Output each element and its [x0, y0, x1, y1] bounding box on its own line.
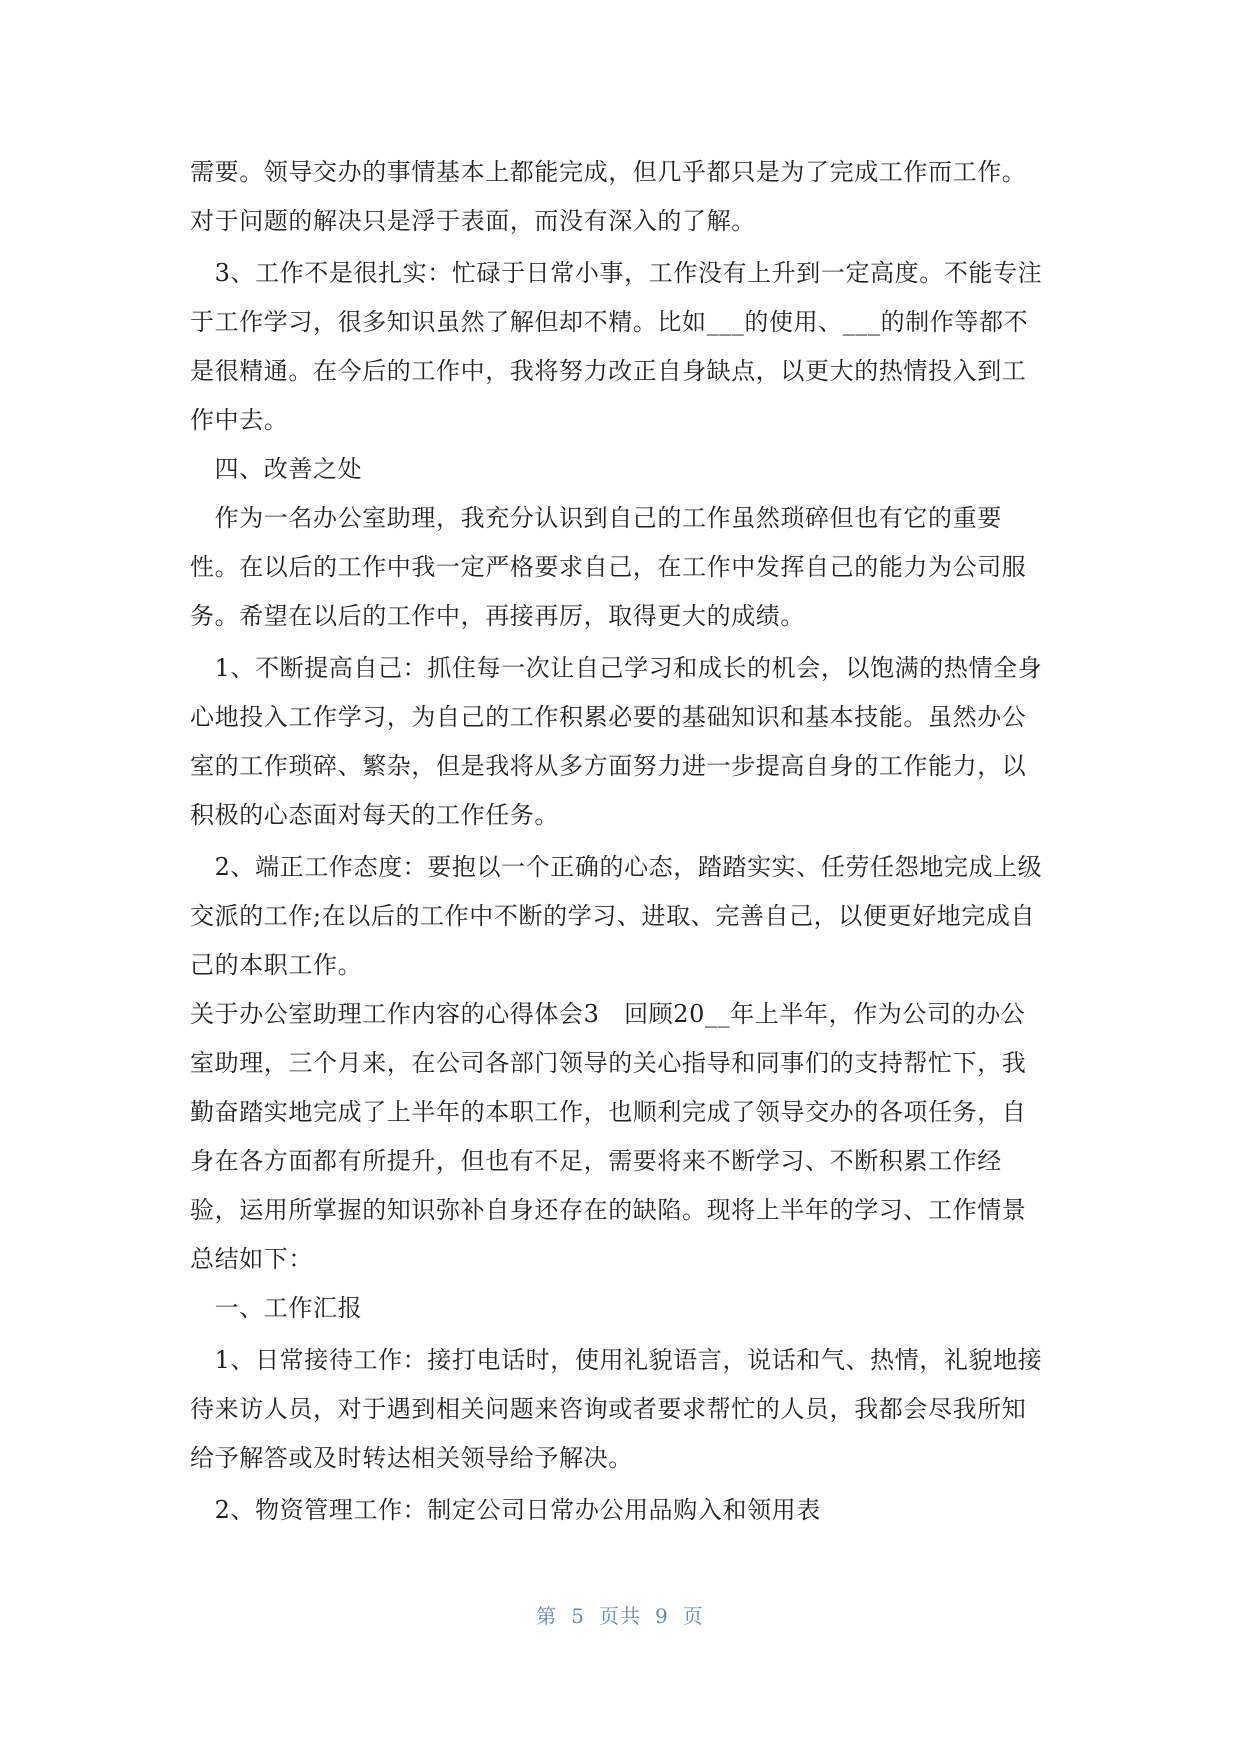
page-number-middle: 页共	[599, 1604, 641, 1628]
text-line: 室助理，三个月来，在公司各部门领导的关心指导和同事们的支持帮忙下，我	[190, 1049, 1027, 1077]
text-line: 关于办公室助理工作内容的心得体会3 回顾20__年上半年，作为公司的办公	[190, 1000, 1026, 1028]
text-line: 验，运用所掌握的知识弥补自身还存在的缺陷。现将上半年的学习、工作情景	[190, 1196, 1027, 1224]
document-body	[190, 148, 1060, 1535]
text-line: 给予解答或及时转达相关领导给予解决。	[190, 1444, 633, 1472]
text-line: 3、工作不是很扎实：忙碌于日常小事，工作没有上升到一定高度。不能专注	[190, 259, 1043, 287]
text-line: 积极的心态面对每天的工作任务。	[190, 801, 559, 829]
text-line: 勤奋踏实地完成了上半年的本职工作，也顺利完成了领导交办的各项任务，自	[190, 1098, 1027, 1126]
text-line: 2、端正工作态度：要抱以一个正确的心态，踏踏实实、任劳任怨地完成上级	[190, 853, 1043, 881]
text-line: 己的本职工作。	[190, 951, 363, 979]
text-line: 2、物资管理工作：制定公司日常办公用品购入和领用表	[190, 1496, 821, 1524]
page-number-prefix: 第	[536, 1604, 558, 1628]
text-line: 于工作学习，很多知识虽然了解但却不精。比如___的使用、___的制作等都不	[190, 308, 1029, 336]
text-line: 室的工作琐碎、繁杂，但是我将从多方面努力进一步提高自身的工作能力，以	[190, 752, 1027, 780]
text-line: 身在各方面都有所提升，但也有不足，需要将来不断学习、不断积累工作经	[190, 1147, 1002, 1175]
text-line: 1、日常接待工作：接打电话时，使用礼貌语言，说话和气、热情，礼貌地接	[190, 1346, 1043, 1374]
text-line: 务。希望在以后的工作中，再接再厉，取得更大的成绩。	[190, 602, 805, 630]
current-page-number: 5	[571, 1604, 585, 1628]
text-line: 是很精通。在今后的工作中，我将努力改正自身缺点，以更大的热情投入到工	[190, 357, 1027, 385]
text-line: 作为一名办公室助理，我充分认识到自己的工作虽然琐碎但也有它的重要	[190, 504, 1002, 532]
text-line: 作中去。	[190, 406, 289, 434]
section-heading: 四、改善之处	[190, 455, 363, 483]
text-line: 总结如下：	[190, 1245, 313, 1273]
text-line: 性。在以后的工作中我一定严格要求自己，在工作中发挥自己的能力为公司服	[190, 553, 1027, 581]
total-page-number: 9	[655, 1604, 669, 1628]
text-line: 交派的工作;在以后的工作中不断的学习、进取、完善自己，以便更好地完成自	[190, 902, 1036, 930]
text-line: 1、不断提高自己：抓住每一次让自己学习和成长的机会，以饱满的热情全身	[190, 654, 1043, 682]
section-heading: 一、工作汇报	[190, 1294, 363, 1322]
text-line: 待来访人员，对于遇到相关问题来咨询或者要求帮忙的人员，我都会尽我所知	[190, 1395, 1027, 1423]
text-line: 心地投入工作学习，为自己的工作积累必要的基础知识和基本技能。虽然办公	[190, 703, 1027, 731]
page-number-suffix: 页	[682, 1604, 704, 1628]
text-line: 需要。领导交办的事情基本上都能完成，但几乎都只是为了完成工作而工作。	[190, 158, 1027, 186]
text-line: 对于问题的解决只是浮于表面，而没有深入的了解。	[190, 207, 756, 235]
page-footer	[0, 1600, 1240, 1629]
